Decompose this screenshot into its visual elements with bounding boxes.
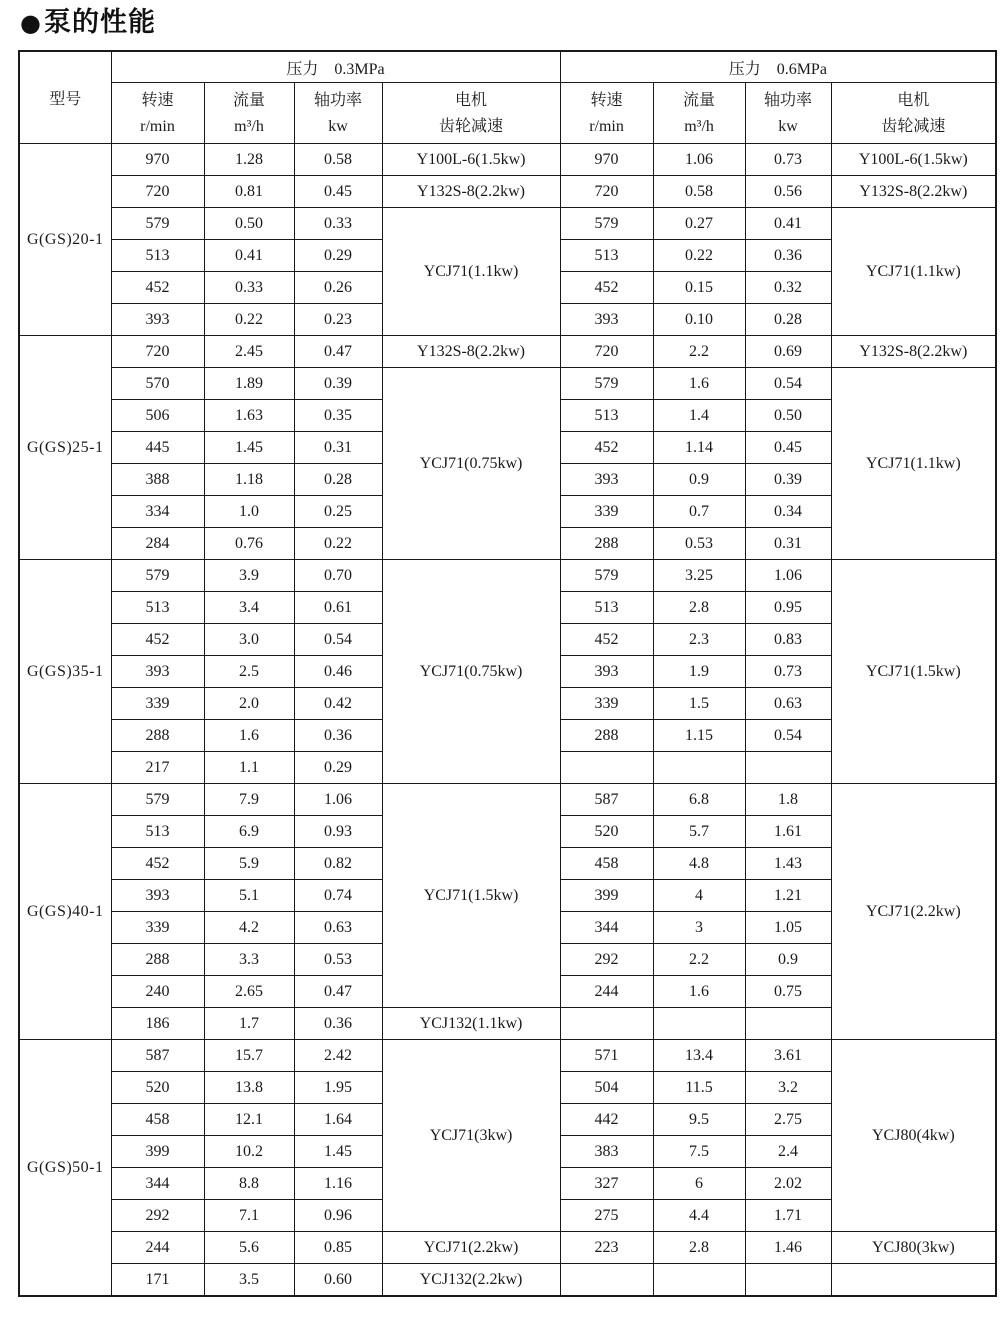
speed-cell: 186 — [111, 1008, 204, 1040]
column-header-unit: r/min — [140, 118, 175, 135]
flow-cell: 7.9 — [204, 784, 294, 816]
speed-cell: 393 — [560, 656, 653, 688]
power-cell: 0.63 — [294, 912, 382, 944]
power-cell: 0.45 — [294, 176, 382, 208]
flow-cell: 1.15 — [653, 720, 745, 752]
flow-cell: 6.9 — [204, 816, 294, 848]
power-cell: 0.83 — [745, 624, 831, 656]
power-cell: 2.02 — [745, 1168, 831, 1200]
flow-cell: 1.89 — [204, 368, 294, 400]
power-cell: 0.39 — [745, 464, 831, 496]
motor-cell: YCJ80(3kw) — [831, 1232, 996, 1264]
flow-cell — [653, 1008, 745, 1040]
power-cell: 0.82 — [294, 848, 382, 880]
power-cell: 0.54 — [745, 368, 831, 400]
speed-cell: 288 — [560, 528, 653, 560]
column-header-power-right — [745, 83, 831, 144]
flow-cell: 2.3 — [653, 624, 745, 656]
speed-cell: 244 — [560, 976, 653, 1008]
motor-cell: Y100L-6(1.5kw) — [382, 144, 560, 176]
speed-cell: 244 — [111, 1232, 204, 1264]
column-header-name: 流量 — [232, 92, 265, 109]
flow-cell: 2.2 — [653, 944, 745, 976]
speed-cell: 284 — [111, 528, 204, 560]
speed-cell: 288 — [111, 944, 204, 976]
speed-cell: 171 — [111, 1264, 204, 1297]
motor-cell: Y132S-8(2.2kw) — [382, 336, 560, 368]
flow-cell: 13.8 — [204, 1072, 294, 1104]
column-header-unit: kw — [328, 118, 348, 135]
power-cell: 0.32 — [745, 272, 831, 304]
power-cell: 2.4 — [745, 1136, 831, 1168]
power-cell — [745, 752, 831, 784]
table-row — [19, 1232, 996, 1264]
flow-cell: 4.4 — [653, 1200, 745, 1232]
flow-cell: 13.4 — [653, 1040, 745, 1072]
flow-cell: 1.7 — [204, 1008, 294, 1040]
speed-cell: 506 — [111, 400, 204, 432]
speed-cell: 513 — [560, 400, 653, 432]
flow-cell: 9.5 — [653, 1104, 745, 1136]
power-cell: 1.71 — [745, 1200, 831, 1232]
flow-cell: 0.50 — [204, 208, 294, 240]
speed-cell: 452 — [111, 272, 204, 304]
flow-cell: 3.5 — [204, 1264, 294, 1297]
flow-cell: 2.45 — [204, 336, 294, 368]
flow-cell: 0.9 — [653, 464, 745, 496]
speed-cell: 720 — [560, 336, 653, 368]
flow-cell: 2.8 — [653, 592, 745, 624]
speed-cell: 579 — [111, 784, 204, 816]
power-cell: 0.73 — [745, 144, 831, 176]
table-row — [19, 368, 996, 400]
power-cell: 1.45 — [294, 1136, 382, 1168]
speed-cell: 513 — [111, 816, 204, 848]
speed-cell: 571 — [560, 1040, 653, 1072]
column-header-name: 转速 — [141, 92, 174, 109]
speed-cell: 442 — [560, 1104, 653, 1136]
power-cell: 0.54 — [294, 624, 382, 656]
flow-cell: 5.7 — [653, 816, 745, 848]
power-cell: 0.41 — [745, 208, 831, 240]
motor-cell: YCJ71(3kw) — [382, 1040, 560, 1232]
speed-cell: 393 — [111, 304, 204, 336]
power-cell: 1.05 — [745, 912, 831, 944]
flow-cell: 3.0 — [204, 624, 294, 656]
speed-cell — [560, 1264, 653, 1297]
speed-cell: 288 — [560, 720, 653, 752]
column-header-motor-right — [831, 83, 996, 144]
flow-cell: 3 — [653, 912, 745, 944]
flow-cell: 3.3 — [204, 944, 294, 976]
speed-cell: 339 — [111, 912, 204, 944]
column-header-unit: kw — [778, 118, 798, 135]
power-cell: 0.73 — [745, 656, 831, 688]
power-cell: 1.46 — [745, 1232, 831, 1264]
flow-cell: 2.0 — [204, 688, 294, 720]
speed-cell: 970 — [560, 144, 653, 176]
motor-cell: Y132S-8(2.2kw) — [831, 176, 996, 208]
pressure-group-header-06mpa: 压力 0.6MPa — [560, 51, 996, 83]
flow-cell: 0.58 — [653, 176, 745, 208]
power-cell: 0.39 — [294, 368, 382, 400]
column-header-name: 转速 — [590, 92, 623, 109]
flow-cell: 5.6 — [204, 1232, 294, 1264]
motor-cell: YCJ71(1.1kw) — [831, 208, 996, 336]
flow-cell: 1.0 — [204, 496, 294, 528]
power-cell: 0.25 — [294, 496, 382, 528]
speed-cell: 579 — [111, 208, 204, 240]
speed-cell: 587 — [560, 784, 653, 816]
flow-cell: 1.5 — [653, 688, 745, 720]
page-title-text: 泵的性能 — [43, 7, 156, 38]
flow-cell: 4 — [653, 880, 745, 912]
speed-cell: 452 — [560, 432, 653, 464]
motor-cell: YCJ132(2.2kw) — [382, 1264, 560, 1297]
speed-cell: 223 — [560, 1232, 653, 1264]
power-cell: 0.28 — [294, 464, 382, 496]
flow-cell: 6 — [653, 1168, 745, 1200]
flow-cell: 4.8 — [653, 848, 745, 880]
power-cell: 0.34 — [745, 496, 831, 528]
flow-cell: 1.06 — [653, 144, 745, 176]
power-cell: 0.47 — [294, 976, 382, 1008]
speed-cell: 579 — [560, 560, 653, 592]
speed-cell: 452 — [111, 624, 204, 656]
power-cell: 0.29 — [294, 240, 382, 272]
speed-cell — [560, 752, 653, 784]
column-header-speed-right — [560, 83, 653, 144]
flow-cell: 0.22 — [653, 240, 745, 272]
column-header-name: 轴功率 — [764, 92, 813, 109]
power-cell: 0.26 — [294, 272, 382, 304]
column-header-unit: r/min — [589, 118, 624, 135]
speed-cell: 970 — [111, 144, 204, 176]
power-cell: 0.45 — [745, 432, 831, 464]
flow-cell: 0.22 — [204, 304, 294, 336]
speed-cell: 393 — [111, 880, 204, 912]
flow-cell: 0.27 — [653, 208, 745, 240]
power-cell: 0.33 — [294, 208, 382, 240]
bullet-icon: ● — [20, 9, 42, 37]
power-cell: 0.56 — [745, 176, 831, 208]
flow-cell: 3.4 — [204, 592, 294, 624]
power-cell: 0.54 — [745, 720, 831, 752]
speed-cell: 240 — [111, 976, 204, 1008]
flow-cell: 11.5 — [653, 1072, 745, 1104]
table-row — [19, 208, 996, 240]
flow-cell: 4.2 — [204, 912, 294, 944]
power-cell: 1.21 — [745, 880, 831, 912]
flow-cell: 3.25 — [653, 560, 745, 592]
table-row — [19, 784, 996, 816]
table-row — [19, 144, 996, 176]
motor-cell: YCJ132(1.1kw) — [382, 1008, 560, 1040]
column-header-unit: 齿轮减速 — [439, 118, 504, 135]
flow-cell: 1.6 — [204, 720, 294, 752]
flow-cell: 6.8 — [653, 784, 745, 816]
flow-cell: 7.1 — [204, 1200, 294, 1232]
speed-cell: 513 — [111, 592, 204, 624]
power-cell: 0.29 — [294, 752, 382, 784]
power-cell: 1.95 — [294, 1072, 382, 1104]
power-cell: 0.53 — [294, 944, 382, 976]
speed-cell: 520 — [560, 816, 653, 848]
power-cell: 1.64 — [294, 1104, 382, 1136]
flow-cell: 1.28 — [204, 144, 294, 176]
power-cell: 0.23 — [294, 304, 382, 336]
speed-cell: 720 — [560, 176, 653, 208]
column-header-row — [19, 83, 996, 144]
flow-cell: 8.8 — [204, 1168, 294, 1200]
speed-cell: 452 — [560, 272, 653, 304]
flow-cell: 10.2 — [204, 1136, 294, 1168]
column-header-flow-right — [653, 83, 745, 144]
column-header-unit: 齿轮减速 — [881, 118, 946, 135]
model-cell: G(GS)25-1 — [19, 336, 111, 560]
column-header-power-left — [294, 83, 382, 144]
speed-cell: 570 — [111, 368, 204, 400]
power-cell: 0.93 — [294, 816, 382, 848]
power-cell: 0.95 — [745, 592, 831, 624]
flow-cell: 2.8 — [653, 1232, 745, 1264]
model-cell: G(GS)35-1 — [19, 560, 111, 784]
power-cell: 0.35 — [294, 400, 382, 432]
power-cell: 0.9 — [745, 944, 831, 976]
flow-cell: 0.76 — [204, 528, 294, 560]
column-header-name: 轴功率 — [313, 92, 362, 109]
flow-cell: 1.6 — [653, 368, 745, 400]
speed-cell: 339 — [111, 688, 204, 720]
column-header-name: 电机 — [455, 92, 488, 109]
table-row — [19, 1040, 996, 1072]
flow-cell: 7.5 — [653, 1136, 745, 1168]
power-cell: 1.8 — [745, 784, 831, 816]
speed-cell: 383 — [560, 1136, 653, 1168]
speed-cell: 579 — [111, 560, 204, 592]
flow-cell: 1.63 — [204, 400, 294, 432]
power-cell: 0.69 — [745, 336, 831, 368]
model-column-header: 型号 — [19, 51, 111, 144]
power-cell: 0.47 — [294, 336, 382, 368]
model-cell: G(GS)40-1 — [19, 784, 111, 1040]
speed-cell: 388 — [111, 464, 204, 496]
flow-cell: 1.45 — [204, 432, 294, 464]
column-header-name: 流量 — [683, 92, 716, 109]
speed-cell: 720 — [111, 176, 204, 208]
pressure-header-row — [19, 51, 996, 83]
flow-cell: 12.1 — [204, 1104, 294, 1136]
model-cell: G(GS)20-1 — [19, 144, 111, 336]
power-cell: 0.46 — [294, 656, 382, 688]
speed-cell: 452 — [111, 848, 204, 880]
flow-cell: 0.7 — [653, 496, 745, 528]
speed-cell: 217 — [111, 752, 204, 784]
flow-cell: 2.5 — [204, 656, 294, 688]
speed-cell: 504 — [560, 1072, 653, 1104]
speed-cell: 587 — [111, 1040, 204, 1072]
speed-cell: 344 — [560, 912, 653, 944]
flow-cell: 1.18 — [204, 464, 294, 496]
column-header-name: 电机 — [897, 92, 930, 109]
motor-cell: Y132S-8(2.2kw) — [831, 336, 996, 368]
flow-cell: 1.14 — [653, 432, 745, 464]
column-header-speed-left — [111, 83, 204, 144]
motor-cell — [831, 1264, 996, 1297]
table-row — [19, 560, 996, 592]
flow-cell: 2.65 — [204, 976, 294, 1008]
flow-cell: 0.15 — [653, 272, 745, 304]
flow-cell: 0.33 — [204, 272, 294, 304]
power-cell: 0.60 — [294, 1264, 382, 1297]
power-cell: 0.36 — [745, 240, 831, 272]
power-cell: 0.36 — [294, 1008, 382, 1040]
motor-cell: YCJ71(0.75kw) — [382, 368, 560, 560]
column-header-unit: m³/h — [684, 118, 714, 135]
power-cell: 1.43 — [745, 848, 831, 880]
power-cell: 0.96 — [294, 1200, 382, 1232]
power-cell: 2.42 — [294, 1040, 382, 1072]
flow-cell: 1.6 — [653, 976, 745, 1008]
motor-cell: YCJ71(0.75kw) — [382, 560, 560, 784]
column-header-unit: m³/h — [234, 118, 264, 135]
power-cell: 0.61 — [294, 592, 382, 624]
speed-cell: 579 — [560, 208, 653, 240]
page — [0, 6, 1000, 1322]
table-row — [19, 1264, 996, 1297]
power-cell: 0.31 — [745, 528, 831, 560]
table-row — [19, 176, 996, 208]
power-cell: 0.70 — [294, 560, 382, 592]
motor-cell: YCJ71(1.1kw) — [382, 208, 560, 336]
motor-cell: Y132S-8(2.2kw) — [382, 176, 560, 208]
speed-cell: 720 — [111, 336, 204, 368]
power-cell: 0.74 — [294, 880, 382, 912]
table-header — [19, 51, 996, 144]
power-cell: 0.22 — [294, 528, 382, 560]
speed-cell: 579 — [560, 368, 653, 400]
page-title — [20, 6, 1000, 40]
speed-cell: 513 — [560, 240, 653, 272]
table-row — [19, 336, 996, 368]
motor-cell: YCJ71(1.5kw) — [382, 784, 560, 1008]
motor-cell: YCJ71(2.2kw) — [831, 784, 996, 1040]
speed-cell: 513 — [111, 240, 204, 272]
speed-cell: 399 — [560, 880, 653, 912]
power-cell: 1.06 — [294, 784, 382, 816]
power-cell: 0.50 — [745, 400, 831, 432]
speed-cell: 458 — [111, 1104, 204, 1136]
motor-cell: YCJ71(1.1kw) — [831, 368, 996, 560]
motor-cell: YCJ71(2.2kw) — [382, 1232, 560, 1264]
flow-cell: 15.7 — [204, 1040, 294, 1072]
power-cell: 0.36 — [294, 720, 382, 752]
power-cell — [745, 1008, 831, 1040]
flow-cell: 0.41 — [204, 240, 294, 272]
speed-cell: 292 — [111, 1200, 204, 1232]
speed-cell — [560, 1008, 653, 1040]
pressure-group-header-03mpa: 压力 0.3MPa — [111, 51, 560, 83]
power-cell: 1.06 — [745, 560, 831, 592]
power-cell: 0.58 — [294, 144, 382, 176]
flow-cell: 1.9 — [653, 656, 745, 688]
flow-cell: 0.10 — [653, 304, 745, 336]
power-cell: 0.42 — [294, 688, 382, 720]
speed-cell: 458 — [560, 848, 653, 880]
column-header-motor-left — [382, 83, 560, 144]
power-cell: 2.75 — [745, 1104, 831, 1136]
motor-cell: YCJ71(1.5kw) — [831, 560, 996, 784]
pump-performance-table — [18, 50, 997, 1297]
power-cell — [745, 1264, 831, 1297]
speed-cell: 339 — [560, 688, 653, 720]
flow-cell: 1.1 — [204, 752, 294, 784]
speed-cell: 393 — [560, 304, 653, 336]
speed-cell: 399 — [111, 1136, 204, 1168]
speed-cell: 334 — [111, 496, 204, 528]
power-cell: 3.61 — [745, 1040, 831, 1072]
motor-cell: YCJ80(4kw) — [831, 1040, 996, 1232]
flow-cell — [653, 1264, 745, 1297]
speed-cell: 327 — [560, 1168, 653, 1200]
speed-cell: 393 — [111, 656, 204, 688]
flow-cell: 0.53 — [653, 528, 745, 560]
flow-cell: 5.9 — [204, 848, 294, 880]
speed-cell: 292 — [560, 944, 653, 976]
flow-cell: 3.9 — [204, 560, 294, 592]
model-cell: G(GS)50-1 — [19, 1040, 111, 1297]
table-body — [19, 144, 996, 1297]
speed-cell: 344 — [111, 1168, 204, 1200]
speed-cell: 393 — [560, 464, 653, 496]
power-cell: 0.31 — [294, 432, 382, 464]
motor-cell: Y100L-6(1.5kw) — [831, 144, 996, 176]
power-cell: 0.75 — [745, 976, 831, 1008]
flow-cell: 0.81 — [204, 176, 294, 208]
speed-cell: 445 — [111, 432, 204, 464]
column-header-flow-left — [204, 83, 294, 144]
flow-cell: 1.4 — [653, 400, 745, 432]
power-cell: 1.61 — [745, 816, 831, 848]
flow-cell: 5.1 — [204, 880, 294, 912]
speed-cell: 452 — [560, 624, 653, 656]
flow-cell — [653, 752, 745, 784]
speed-cell: 339 — [560, 496, 653, 528]
speed-cell: 513 — [560, 592, 653, 624]
power-cell: 3.2 — [745, 1072, 831, 1104]
power-cell: 0.63 — [745, 688, 831, 720]
power-cell: 0.28 — [745, 304, 831, 336]
speed-cell: 275 — [560, 1200, 653, 1232]
power-cell: 1.16 — [294, 1168, 382, 1200]
speed-cell: 520 — [111, 1072, 204, 1104]
power-cell: 0.85 — [294, 1232, 382, 1264]
speed-cell: 288 — [111, 720, 204, 752]
flow-cell: 2.2 — [653, 336, 745, 368]
